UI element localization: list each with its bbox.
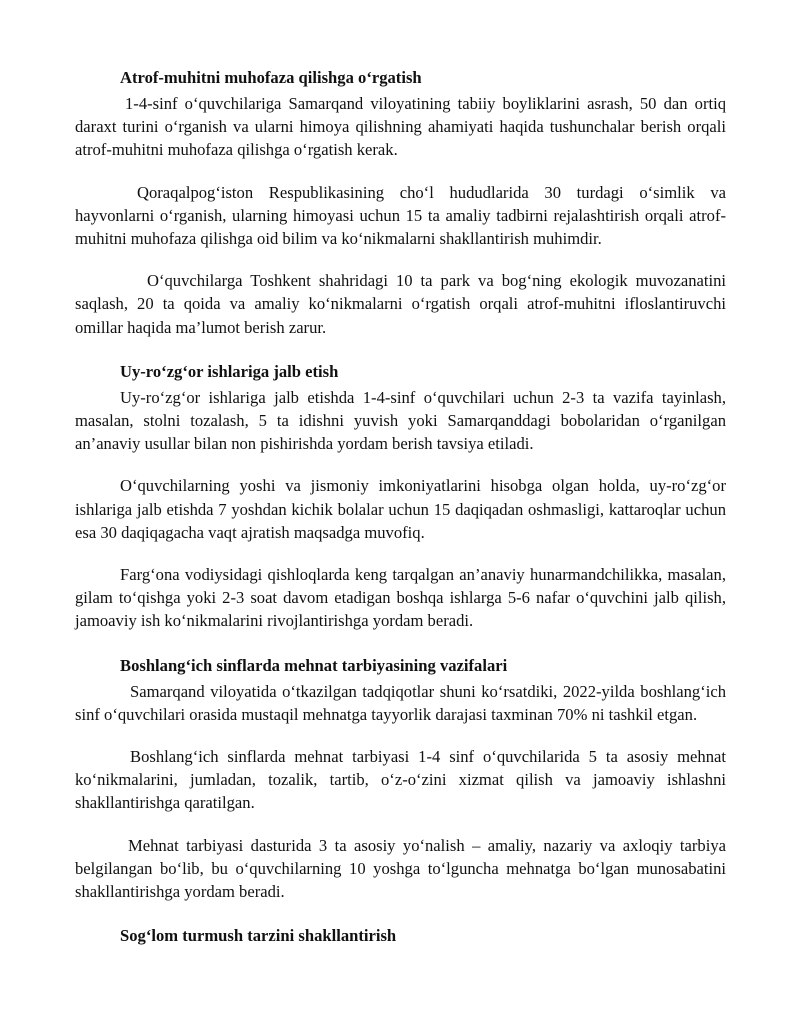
section-heading: Atrof-muhitni muhofaza qilishga o‘rgatish (120, 68, 422, 87)
paragraph: Samarqand viloyatida o‘tkazilgan tadqiqotlar shuni ko‘rsatdiki, 2022-yilda boshlang‘ich sinf o‘quvchilari orasida mustaqil mehnatga tayyorlik darajasi taxminan 70% ni tashkil etgan. (75, 681, 726, 724)
paragraph: Mehnat tarbiyasi dasturida 3 ta asosiy yo‘nalish – amaliy, nazariy va axloqiy tarbiya belgilangan bo‘lib, bu o‘quvchilarning 10 yoshga to‘lguncha mehnatga bo‘lgan munosabatini shakllantirishga yordam beradi. (75, 835, 726, 902)
paragraph: Boshlang‘ich sinflarda mehnat tarbiyasi 1-4 sinf o‘quvchilarida 5 ta asosiy mehnat ko‘nikmalarini, jumladan, tozalik, tartib, o‘z-o‘zini xizmat qilish va jamoaviy ishlashni shakllantirishga qaratilgan. (75, 747, 726, 813)
section-environment (75, 64, 726, 339)
section-heading: Boshlang‘ich sinflarda mehnat tarbiyasining vazifalari (120, 655, 508, 675)
section-heading: Sog‘lom turmush tarzini shakllantirish (120, 926, 397, 946)
document-page (75, 64, 726, 950)
section-labor-education (75, 652, 726, 904)
paragraph: Qoraqalpog‘iston Respublikasining cho‘l hududlarida 30 turdagi o‘simlik va hayvonlarni o‘rganish, ularning himoyasi uchun 15 ta amaliy tadbirni rejalashtirish orqali atrof-muhitni muhofaza qilishga oid bilim va ko‘nikmalarni shakllantirish muhimdir. (75, 182, 726, 249)
section-heading: Uy-ro‘zg‘or ishlariga jalb etish (120, 361, 339, 381)
section-household (75, 358, 726, 633)
paragraph: 1-4-sinf o‘quvchilariga Samarqand viloyatining tabiiy boyliklarini asrash, 50 dan ortiq daraxt turini o‘rganish va ularni himoya qilishning ahamiyati haqida tushunchalar berish orqali atrof-muhitni muhofaza qilishga o‘rgatish kerak. (75, 94, 726, 160)
paragraph: O‘quvchilarga Toshkent shahridagi 10 ta park va bog‘ning ekologik muvozanatini saqlash, 20 ta qoida va amaliy ko‘nikmalarni o‘rgatish orqali atrof-muhitni ifloslantiruvchi omillar haqida ma’lumot berish zarur. (75, 271, 726, 337)
paragraph: Uy-ro‘zg‘or ishlariga jalb etishda 1-4-sinf o‘quvchilari uchun 2-3 ta vazifa tayinlash, masalan, stolni tozalash, 5 ta idishni yuvish yoki Samarqanddagi bobolaridan o‘rganilgan an’anaviy usullar bilan non pishirishda yordam berish tavsiya etiladi. (75, 387, 726, 454)
section-healthy-lifestyle (75, 922, 726, 950)
paragraph: O‘quvchilarning yoshi va jismoniy imkoniyatlarini hisobga olgan holda, uy-ro‘zg‘or ishlariga jalb etishda 7 yoshdan kichik bolalar uchun 15 daqiqadan oshmasligi, kattaroqlar uchun esa 30 daqiqagacha vaqt ajratish maqsadga muvofiq. (75, 476, 726, 542)
paragraph: Farg‘ona vodiysidagi qishloqlarda keng tarqalgan an’anaviy hunarmandchilikka, masalan, gilam to‘qishga yoki 2-3 soat davom etadigan boshqa ishlarga 5-6 nafar o‘quvchini jalb qilish, jamoaviy ish ko‘nikmalarini rivojlantirishga yordam beradi. (75, 565, 726, 631)
